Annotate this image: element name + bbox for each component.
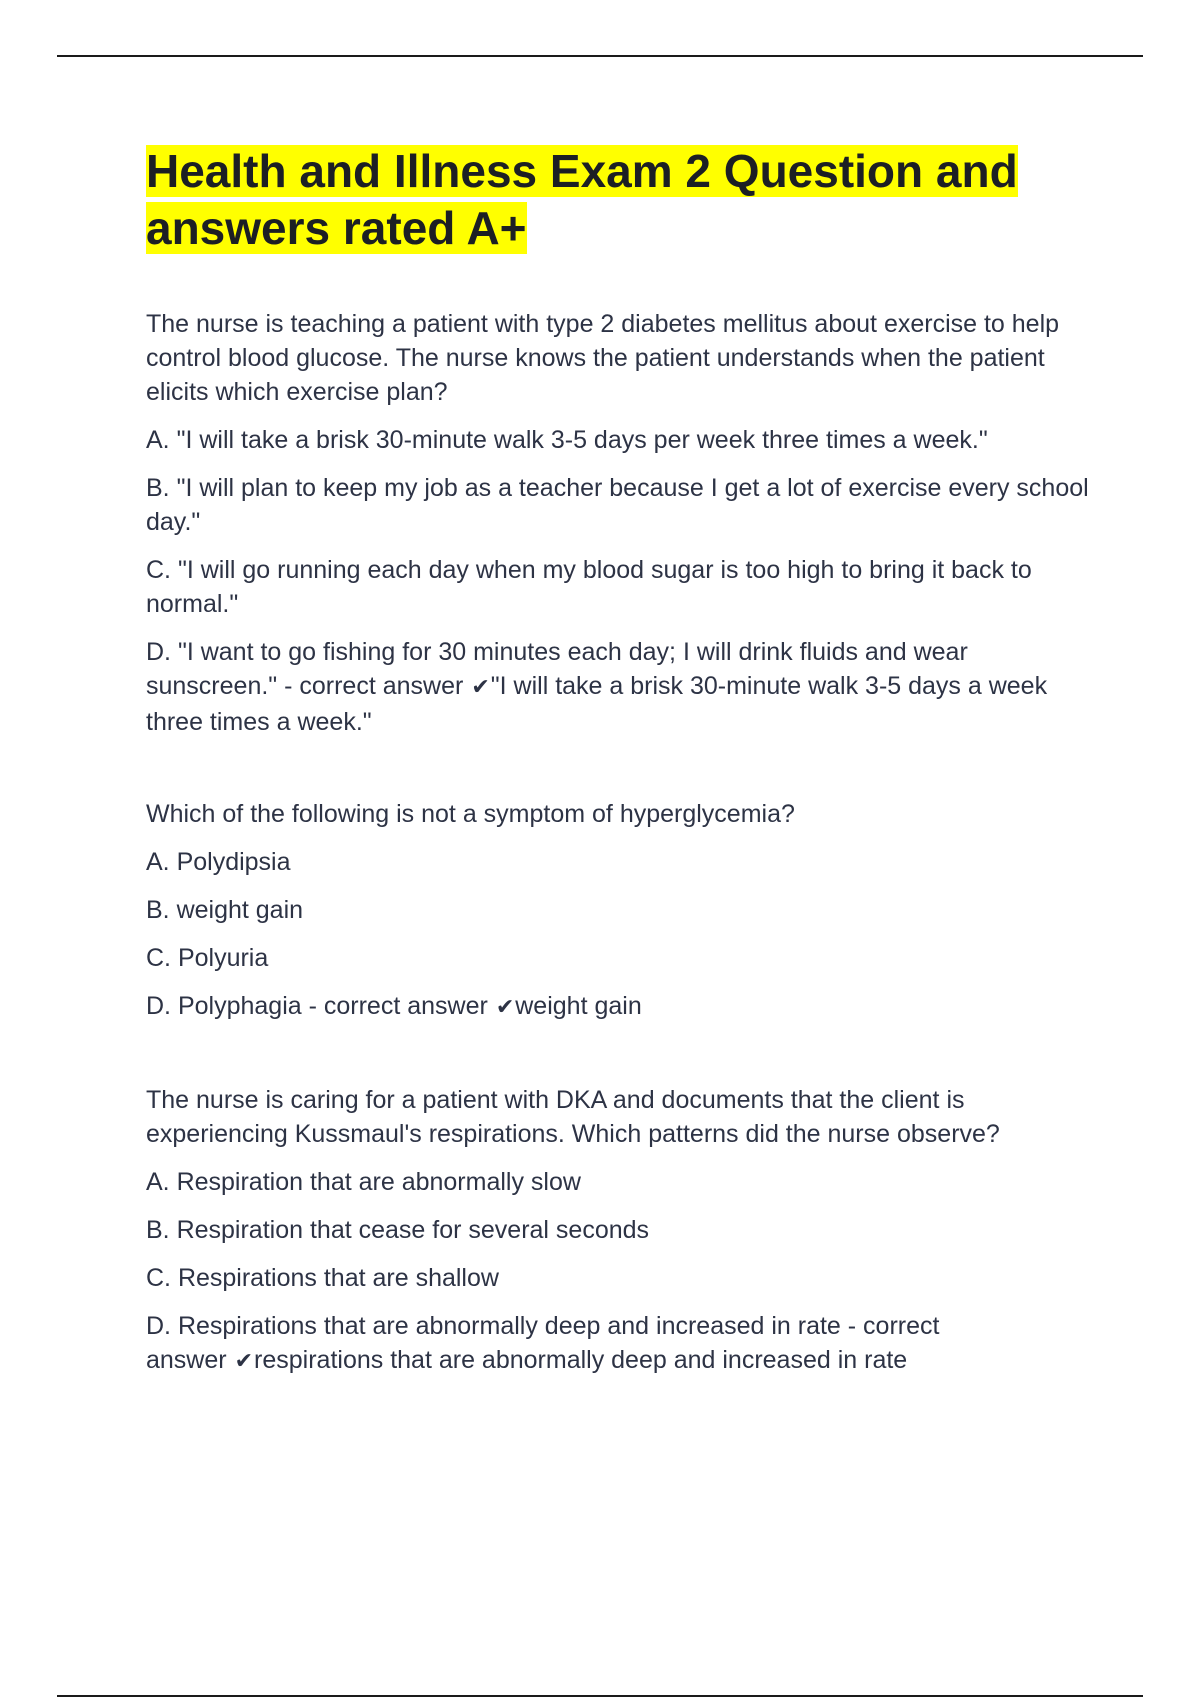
question-text: Which of the following is not a symptom of hyperglycemia? (146, 800, 795, 828)
check-icon: ✔ (471, 675, 490, 700)
option-d: D. "I want to go fishing for 30 minutes each day; I will drink fluids and wear sunscreen." - correct answer (146, 638, 968, 700)
option-b: B. weight gain (146, 896, 304, 924)
option-d-with-answer (146, 635, 1096, 739)
option-c: C. "I will go running each day when my blood sugar is too high to bring it back to normal." (146, 556, 1032, 618)
document-body (146, 143, 1096, 1437)
question-text: The nurse is caring for a patient with DKA and documents that the client is experiencing Kussmaul's respirations. Which patterns did the nurse observe? (146, 1086, 1000, 1148)
bottom-rule (57, 1695, 1143, 1697)
option-b: B. Respiration that cease for several seconds (146, 1216, 650, 1244)
option-a: A. "I will take a brisk 30-minute walk 3-5 days per week three times a week." (146, 426, 988, 454)
question-block-2 (146, 797, 1096, 1025)
question-text: The nurse is teaching a patient with type 2 diabetes mellitus about exercise to help control blood glucose. The nurse knows the patient understands when the patient elicits which exercise plan? (146, 310, 1060, 406)
option-d: D. Respirations that are abnormally deep and increased in rate - correct answer (146, 1312, 940, 1374)
correct-answer: "I will take a brisk 30-minute walk 3-5 days a week three times a week." (146, 672, 1048, 736)
option-b: B. "I will plan to keep my job as a teacher because I get a lot of exercise every school day." (146, 474, 1089, 536)
check-icon: ✔ (234, 1349, 254, 1374)
correct-answer: weight gain (515, 992, 642, 1020)
check-icon: ✔ (495, 995, 515, 1020)
page-title (146, 143, 1096, 257)
question-block-3 (146, 1083, 1096, 1379)
option-d: D. Polyphagia - correct answer (146, 992, 488, 1020)
option-d-with-answer (146, 1309, 1096, 1379)
option-c: C. Respirations that are shallow (146, 1264, 499, 1292)
page-title-text: Health and Illness Exam 2 Question and answers rated A+ (146, 145, 1018, 254)
top-rule (57, 55, 1143, 57)
option-a: A. Respiration that are abnormally slow (146, 1168, 581, 1196)
option-c: C. Polyuria (146, 944, 269, 972)
option-d-with-answer (146, 989, 1096, 1025)
option-a: A. Polydipsia (146, 848, 291, 876)
question-block-1 (146, 307, 1096, 739)
correct-answer: respirations that are abnormally deep and increased in rate (254, 1346, 908, 1374)
